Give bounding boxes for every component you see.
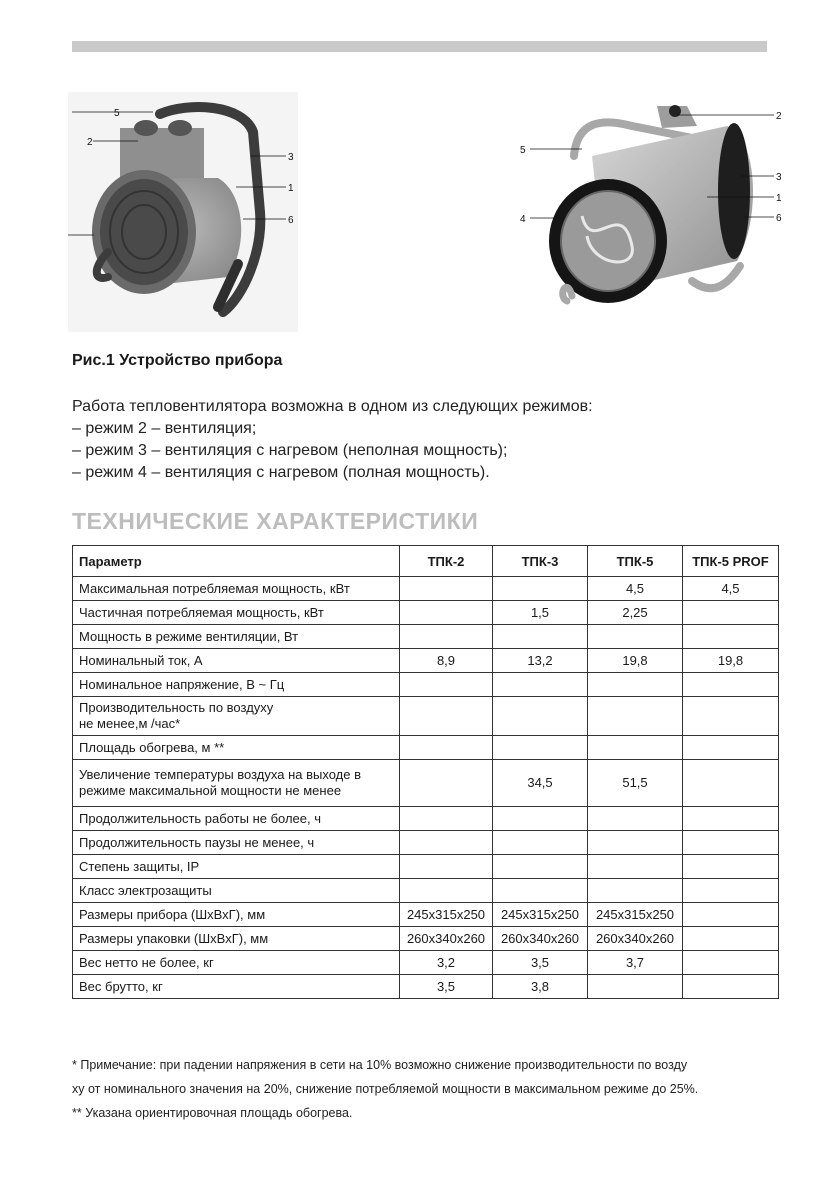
value-cell — [588, 855, 683, 879]
value-cell — [588, 831, 683, 855]
value-cell — [493, 879, 588, 903]
value-cell — [400, 697, 493, 736]
table-row — [73, 879, 779, 903]
table-header-row — [73, 546, 779, 577]
param-cell: Степень защиты, IP — [73, 855, 400, 879]
value-cell — [683, 736, 779, 760]
mode-item: – режим 2 – вентиляция; — [72, 420, 257, 437]
value-cell — [683, 760, 779, 807]
value-cell: 245x315x250 — [493, 903, 588, 927]
value-cell — [683, 601, 779, 625]
param-cell: Вес брутто, кг — [73, 975, 400, 999]
value-cell: 3,5 — [493, 951, 588, 975]
table-row — [73, 736, 779, 760]
param-cell: Номинальный ток, А — [73, 649, 400, 673]
value-cell — [493, 625, 588, 649]
table-row — [73, 625, 779, 649]
table-header-cell: ТПК-5 — [588, 546, 683, 577]
table-row — [73, 807, 779, 831]
value-cell — [400, 736, 493, 760]
table-row — [73, 697, 779, 736]
value-cell — [493, 736, 588, 760]
value-cell: 245x315x250 — [400, 903, 493, 927]
param-line: режиме максимальной мощности не менее — [79, 783, 342, 798]
param-cell: Максимальная потребляемая мощность, кВт — [73, 577, 400, 601]
value-cell — [683, 879, 779, 903]
value-cell — [493, 831, 588, 855]
value-cell: 19,8 — [588, 649, 683, 673]
callout-left-2: 2 — [87, 137, 93, 148]
value-cell: 1,5 — [493, 601, 588, 625]
callout-right-5: 5 — [520, 145, 526, 156]
table-header-cell: ТПК-2 — [400, 546, 493, 577]
mode-item: – режим 3 – вентиляция с нагревом (неполная мощность); — [72, 442, 508, 459]
footnote-line: ** Указана ориентировочная площадь обогрева. — [72, 1106, 353, 1120]
value-cell — [493, 577, 588, 601]
callout-right-6: 6 — [776, 213, 782, 224]
footnote-line: * Примечание: при падении напряжения в сети на 10% возможно снижение производительности по возду — [72, 1058, 688, 1072]
table-header-cell: ТПК-5 PROF — [683, 546, 779, 577]
value-cell — [400, 577, 493, 601]
param-cell: Продолжительность работы не более, ч — [73, 807, 400, 831]
table-row — [73, 760, 779, 807]
heater-figure-right — [512, 96, 787, 336]
value-cell — [493, 855, 588, 879]
value-cell — [400, 879, 493, 903]
value-cell: 260x340x260 — [588, 927, 683, 951]
table-row — [73, 649, 779, 673]
value-cell: 245x315x250 — [588, 903, 683, 927]
param-cell: Площадь обогрева, м ** — [73, 736, 400, 760]
modes-intro: Работа тепловентилятора возможна в одном из следующих режимов: — [72, 398, 593, 415]
param-line: не менее,м /час* — [79, 716, 181, 731]
heater-figure-left — [68, 92, 298, 332]
table-row — [73, 975, 779, 999]
value-cell — [683, 855, 779, 879]
value-cell: 4,5 — [588, 577, 683, 601]
value-cell — [400, 831, 493, 855]
table-row — [73, 601, 779, 625]
value-cell — [588, 975, 683, 999]
table-row — [73, 855, 779, 879]
mode-item: – режим 4 – вентиляция с нагревом (полная мощность). — [72, 464, 490, 481]
value-cell — [588, 879, 683, 903]
value-cell: 4,5 — [683, 577, 779, 601]
specs-table — [72, 545, 779, 999]
value-cell: 8,9 — [400, 649, 493, 673]
value-cell — [683, 625, 779, 649]
value-cell — [683, 903, 779, 927]
value-cell — [683, 927, 779, 951]
param-cell: Вес нетто не более, кг — [73, 951, 400, 975]
footnote-line: ху от номинального значения на 20%, снижение потребляемой мощности в максимальном режиме до 25%. — [72, 1082, 699, 1096]
param-cell: Размеры упаковки (ШхВхГ), мм — [73, 927, 400, 951]
callout-left-3: 3 — [288, 152, 294, 163]
param-cell — [73, 697, 400, 736]
header-bar — [72, 41, 767, 52]
value-cell — [400, 855, 493, 879]
callout-left-1: 1 — [288, 183, 294, 194]
table-row — [73, 951, 779, 975]
figure-caption: Рис.1 Устройство прибора — [72, 352, 283, 369]
param-cell: Частичная потребляемая мощность, кВт — [73, 601, 400, 625]
callout-right-3: 3 — [776, 172, 782, 183]
footnotes — [72, 1053, 772, 1125]
value-cell: 3,2 — [400, 951, 493, 975]
table-row — [73, 577, 779, 601]
value-cell — [493, 807, 588, 831]
callout-left-6: 6 — [288, 215, 294, 226]
value-cell — [493, 673, 588, 697]
param-cell: Размеры прибора (ШхВхГ), мм — [73, 903, 400, 927]
value-cell — [400, 673, 493, 697]
param-cell: Продолжительность паузы не менее, ч — [73, 831, 400, 855]
value-cell — [683, 697, 779, 736]
table-row — [73, 903, 779, 927]
value-cell — [400, 625, 493, 649]
table-row — [73, 831, 779, 855]
value-cell — [683, 807, 779, 831]
value-cell — [683, 831, 779, 855]
value-cell — [683, 975, 779, 999]
value-cell: 19,8 — [683, 649, 779, 673]
value-cell: 51,5 — [588, 760, 683, 807]
value-cell — [588, 673, 683, 697]
table-row — [73, 927, 779, 951]
modes-text — [72, 396, 593, 484]
table-row — [73, 673, 779, 697]
heater-illustration-left — [68, 92, 298, 332]
value-cell — [588, 697, 683, 736]
value-cell: 260x340x260 — [493, 927, 588, 951]
value-cell — [683, 673, 779, 697]
param-cell: Номинальное напряжение, В ~ Гц — [73, 673, 400, 697]
value-cell: 260x340x260 — [400, 927, 493, 951]
callout-right-4: 4 — [520, 214, 526, 225]
value-cell: 2,25 — [588, 601, 683, 625]
table-header-cell: Параметр — [73, 546, 400, 577]
param-cell: Класс электрозащиты — [73, 879, 400, 903]
heater-illustration-right — [512, 96, 787, 336]
value-cell — [683, 951, 779, 975]
callout-left-5: 5 — [114, 108, 120, 119]
value-cell — [493, 697, 588, 736]
value-cell — [400, 760, 493, 807]
callout-right-1: 1 — [776, 193, 782, 204]
value-cell: 3,8 — [493, 975, 588, 999]
specs-title: ТЕХНИЧЕСКИЕ ХАРАКТЕРИСТИКИ — [72, 508, 479, 534]
callout-right-2: 2 — [776, 111, 782, 122]
value-cell — [588, 736, 683, 760]
value-cell: 3,7 — [588, 951, 683, 975]
param-cell — [73, 760, 400, 807]
value-cell: 34,5 — [493, 760, 588, 807]
value-cell — [588, 625, 683, 649]
value-cell — [400, 601, 493, 625]
table-header-cell: ТПК-3 — [493, 546, 588, 577]
value-cell — [400, 807, 493, 831]
value-cell — [588, 807, 683, 831]
param-line: Производительность по воздуху — [79, 700, 274, 715]
param-line: Увеличение температуры воздуха на выходе в — [79, 767, 361, 782]
value-cell: 3,5 — [400, 975, 493, 999]
param-cell: Мощность в режиме вентиляции, Вт — [73, 625, 400, 649]
value-cell: 13,2 — [493, 649, 588, 673]
